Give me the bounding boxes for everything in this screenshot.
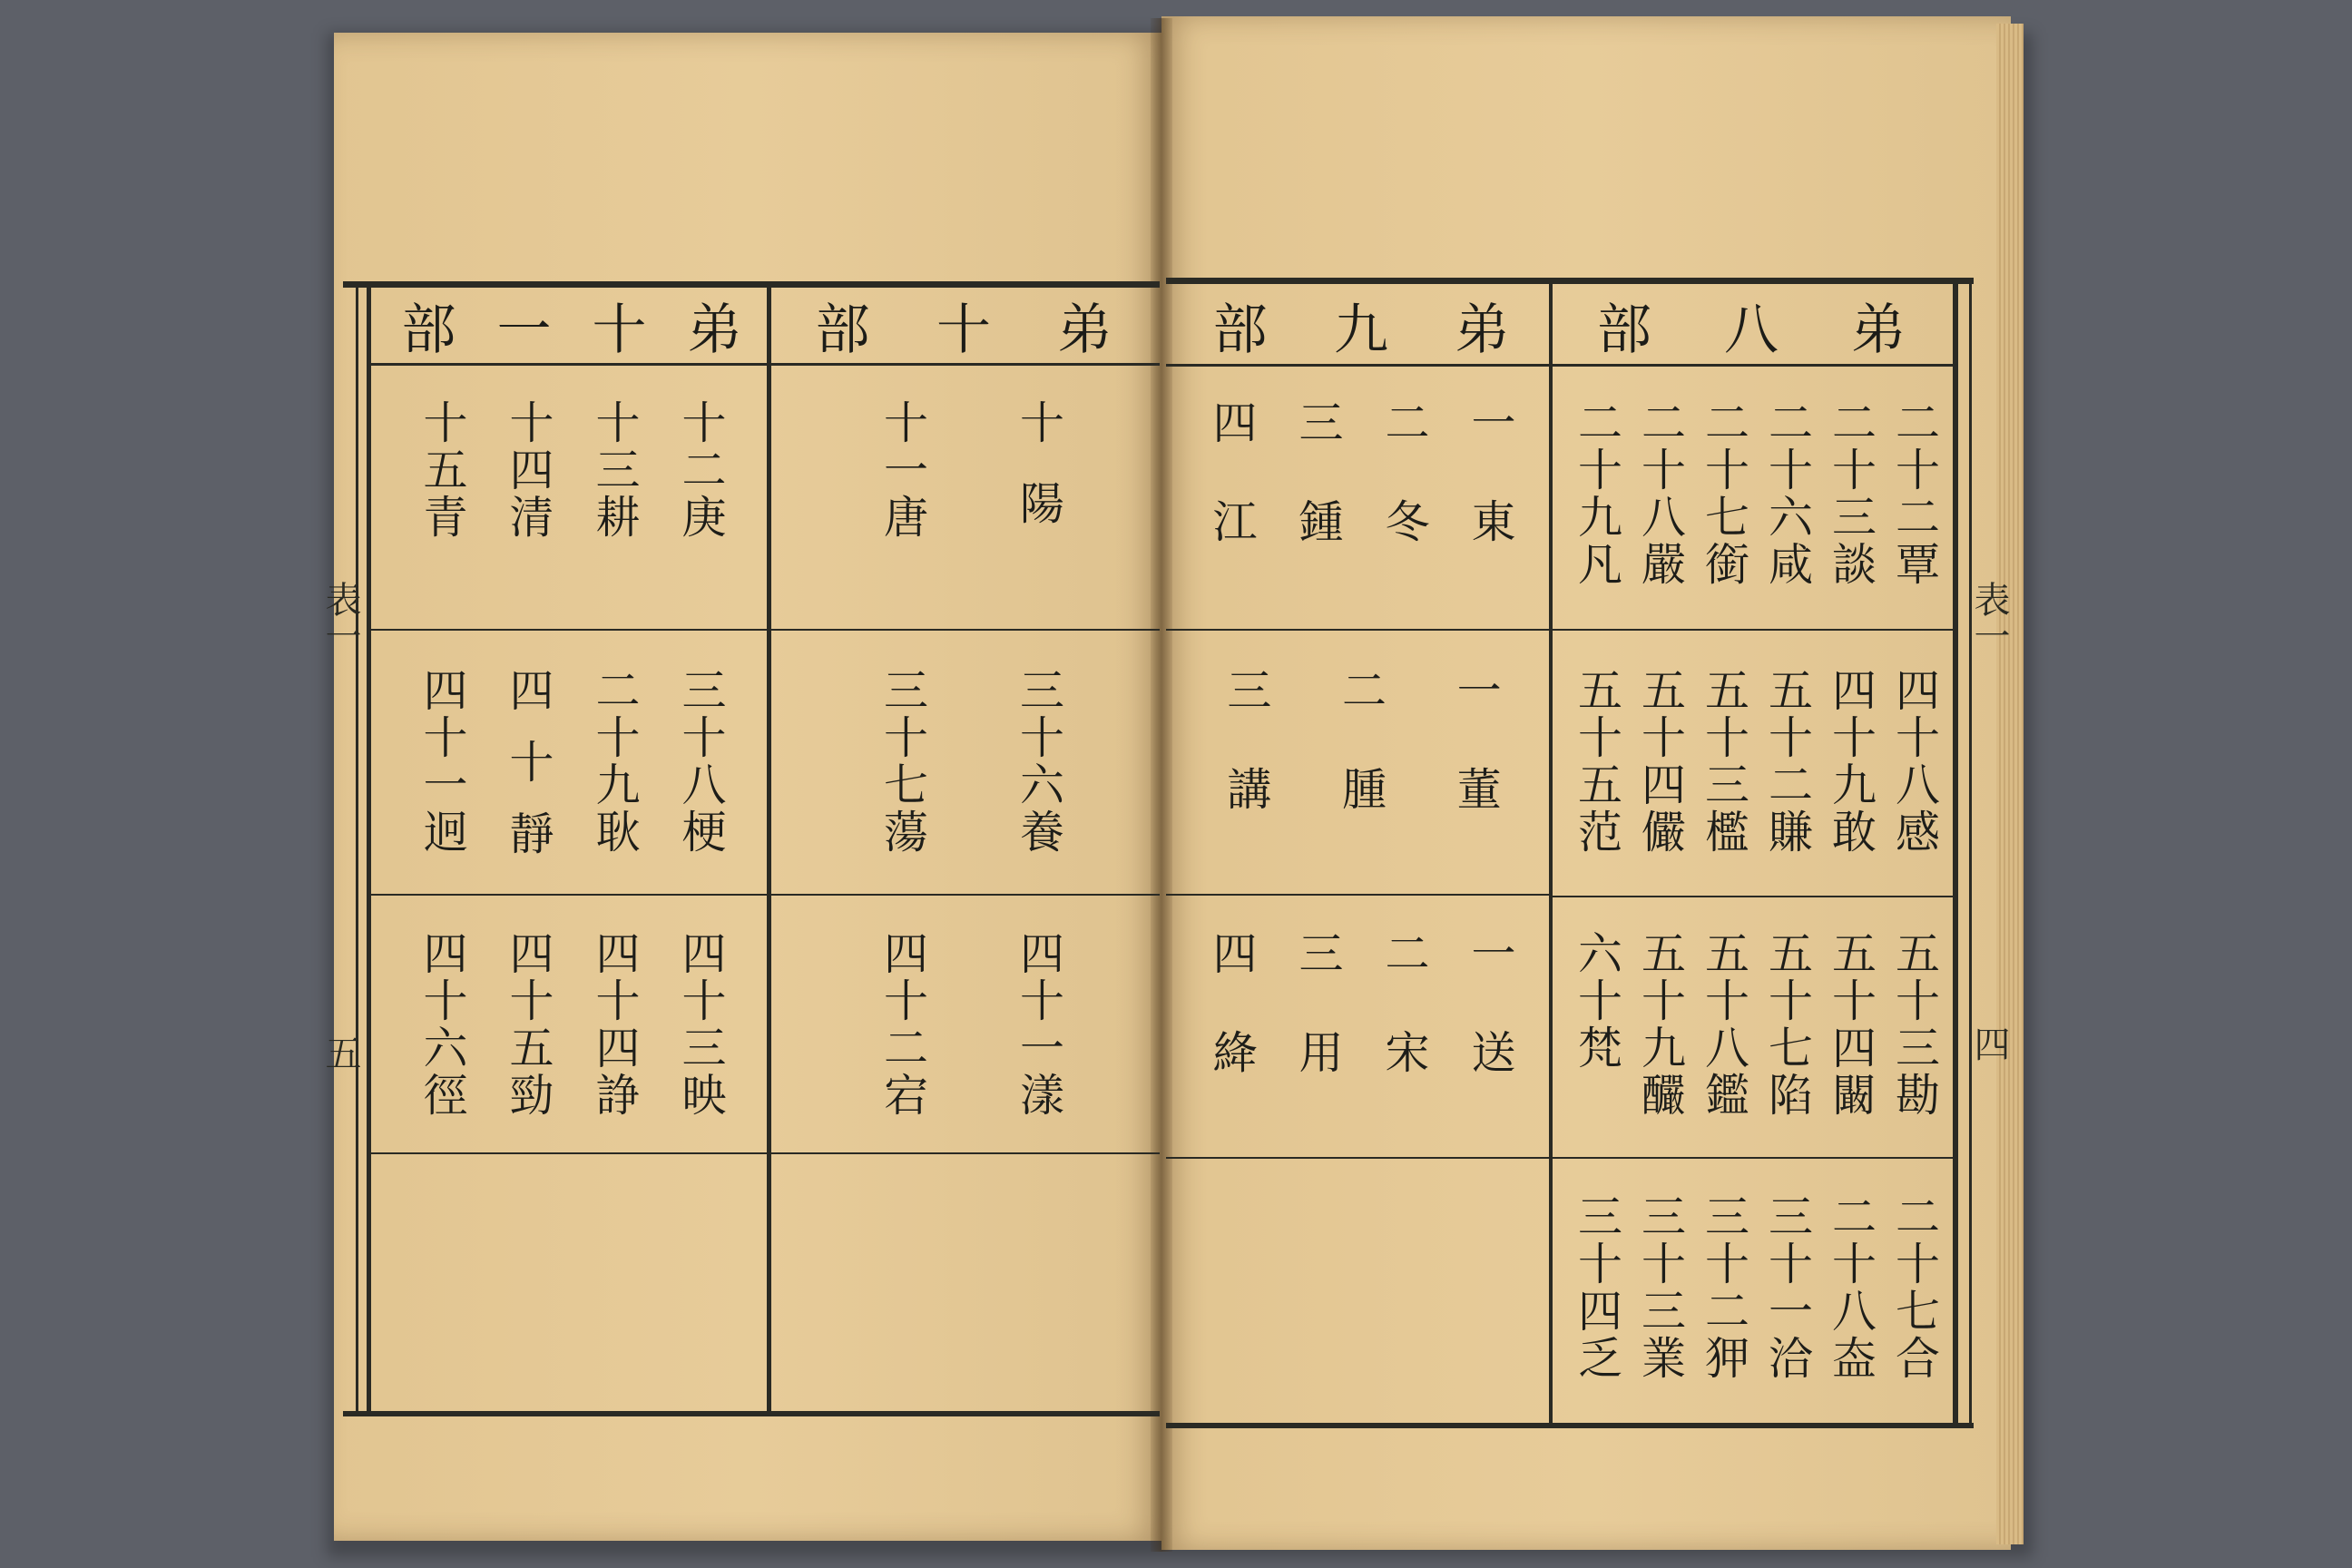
- rhyme-entry: 三十二狎: [1698, 1193, 1750, 1382]
- header-char: 一: [496, 299, 552, 362]
- right-bottom-rule: [1166, 1423, 1974, 1428]
- rhyme-entry: 五十四儼: [1634, 667, 1687, 856]
- rhyme-entry: 三十三業: [1634, 1193, 1687, 1382]
- section-8-header: [1561, 290, 1942, 361]
- rhyme-entry: 三十六養: [1013, 667, 1065, 856]
- rhyme-entry: 五十八鑑: [1698, 930, 1750, 1119]
- row-rule: [771, 1152, 1160, 1154]
- rhyme-entry: 四十靜: [503, 667, 554, 882]
- left-margin-title: 表一: [319, 581, 361, 653]
- rhyme-entry: 五十五范: [1571, 667, 1623, 856]
- page-edges: [1996, 24, 2024, 1544]
- rhyme-entry: 十四清: [503, 399, 554, 541]
- header-char: 九: [1333, 299, 1388, 362]
- right-top-rule: [1166, 278, 1974, 284]
- left-top-rule: [343, 281, 1160, 288]
- rhyme-entry: 五十四闞: [1825, 930, 1877, 1119]
- row-rule: [371, 894, 767, 896]
- rhyme-entry: 三鍾: [1292, 399, 1344, 597]
- rhyme-entry: 四江: [1206, 399, 1258, 597]
- rhyme-entry: 三十七蕩: [877, 667, 929, 856]
- rhyme-entry: 四十一漾: [1013, 930, 1065, 1119]
- row-rule: [371, 1152, 767, 1154]
- header-char: 弟: [1057, 299, 1112, 362]
- rhyme-entry: 四十二宕: [877, 930, 929, 1119]
- left-page-number: 五: [319, 1034, 361, 1071]
- section-9-group-1: [1189, 399, 1534, 617]
- right-margin-rule: [1969, 278, 1972, 1428]
- rhyme-entry: 四十三映: [675, 930, 727, 1119]
- left-margin-rule: [356, 281, 358, 1416]
- rhyme-entry: 三十四乏: [1571, 1193, 1623, 1382]
- rhyme-entry: 四十五勁: [503, 930, 554, 1119]
- rhyme-entry: 一東: [1465, 399, 1516, 597]
- header-char: 八: [1724, 299, 1779, 362]
- rhyme-entry: 十一唐: [877, 399, 929, 541]
- rhyme-entry: 五十三勘: [1888, 930, 1941, 1119]
- left-header-rule: [370, 363, 1160, 366]
- rhyme-entry: 二宋: [1378, 930, 1430, 1128]
- rhyme-entry: 四十六徑: [416, 930, 468, 1119]
- section-8-group-4: [1565, 1193, 1946, 1411]
- section-11-header: [381, 290, 762, 361]
- header-char: 十: [936, 299, 991, 362]
- row-rule: [1553, 1157, 1953, 1159]
- rhyme-entry: 六十梵: [1571, 930, 1623, 1072]
- right-divider-8-9: [1549, 278, 1553, 1428]
- right-header-rule: [1166, 364, 1955, 367]
- right-page-number: 四: [1968, 1025, 2010, 1062]
- section-10-group-2: [835, 667, 1107, 885]
- rhyme-entry: 三用: [1292, 930, 1344, 1128]
- rhyme-entry: 二十八盇: [1825, 1193, 1877, 1382]
- left-bottom-rule: [343, 1411, 1160, 1416]
- left-outer-rule: [367, 281, 371, 1416]
- rhyme-entry: 二十六咸: [1761, 399, 1814, 588]
- row-rule: [771, 894, 1160, 896]
- header-char: 十: [592, 299, 647, 362]
- header-char: 弟: [1851, 299, 1906, 362]
- rhyme-entry: 十陽: [1013, 399, 1065, 561]
- left-divider-10-11: [767, 281, 771, 1416]
- row-rule: [1166, 629, 1549, 631]
- rhyme-entry: 十二庚: [675, 399, 727, 541]
- section-9-group-2: [1189, 667, 1534, 885]
- right-outer-rule: [1953, 278, 1958, 1428]
- rhyme-entry: 二十三談: [1825, 399, 1877, 588]
- row-rule: [1553, 896, 1953, 897]
- rhyme-entry: 十三耕: [589, 399, 641, 541]
- section-8-group-2: [1565, 667, 1946, 885]
- rhyme-entry: 三十八梗: [675, 667, 727, 856]
- rhyme-entry: 二冬: [1378, 399, 1430, 597]
- section-10-header: [782, 290, 1145, 361]
- header-char: 弟: [1455, 299, 1510, 362]
- row-rule: [1553, 629, 1953, 631]
- right-margin-title: 表一: [1968, 581, 2010, 653]
- header-char: 部: [1597, 299, 1651, 362]
- rhyme-entry: 一董: [1450, 667, 1503, 865]
- section-9-group-3: [1189, 930, 1534, 1148]
- section-8-group-3: [1565, 930, 1946, 1148]
- section-10-group-1: [835, 399, 1107, 617]
- row-rule: [771, 629, 1160, 631]
- rhyme-entry: 二十八嚴: [1634, 399, 1687, 588]
- rhyme-entry: 二十九凡: [1571, 399, 1623, 588]
- rhyme-entry: 五十二賺: [1761, 667, 1814, 856]
- rhyme-entry: 二十九耿: [589, 667, 641, 856]
- row-rule: [1166, 1157, 1549, 1159]
- section-11-group-3: [399, 930, 744, 1148]
- rhyme-entry: 一送: [1465, 930, 1516, 1128]
- row-rule: [1166, 894, 1549, 896]
- header-char: 弟: [687, 299, 742, 362]
- section-9-header: [1180, 290, 1543, 361]
- section-8-group-1: [1565, 399, 1946, 617]
- rhyme-entry: 四十九敢: [1825, 667, 1877, 856]
- rhyme-entry: 二十二覃: [1888, 399, 1941, 588]
- rhyme-entry: 四十八感: [1888, 667, 1941, 856]
- rhyme-entry: 三講: [1220, 667, 1272, 865]
- rhyme-entry: 五十七陷: [1761, 930, 1814, 1119]
- rhyme-entry: 四十一迥: [416, 667, 468, 856]
- rhyme-entry: 十五青: [416, 399, 468, 541]
- rhyme-entry: 二十七銜: [1698, 399, 1750, 588]
- section-10-group-3: [835, 930, 1107, 1148]
- rhyme-entry: 三十一洽: [1761, 1193, 1814, 1382]
- header-char: 部: [815, 299, 870, 362]
- rhyme-entry: 二十七合: [1888, 1193, 1941, 1382]
- rhyme-entry: 四絳: [1206, 930, 1258, 1128]
- section-11-group-1: [399, 399, 744, 617]
- rhyme-entry: 四十四諍: [589, 930, 641, 1119]
- section-11-group-2: [399, 667, 744, 885]
- rhyme-entry: 五十九釅: [1634, 930, 1687, 1119]
- header-char: 部: [401, 299, 456, 362]
- header-char: 部: [1212, 299, 1268, 362]
- row-rule: [371, 629, 767, 631]
- rhyme-entry: 五十三檻: [1698, 667, 1750, 856]
- rhyme-entry: 二腫: [1335, 667, 1387, 865]
- book-gutter: [1151, 18, 1172, 1552]
